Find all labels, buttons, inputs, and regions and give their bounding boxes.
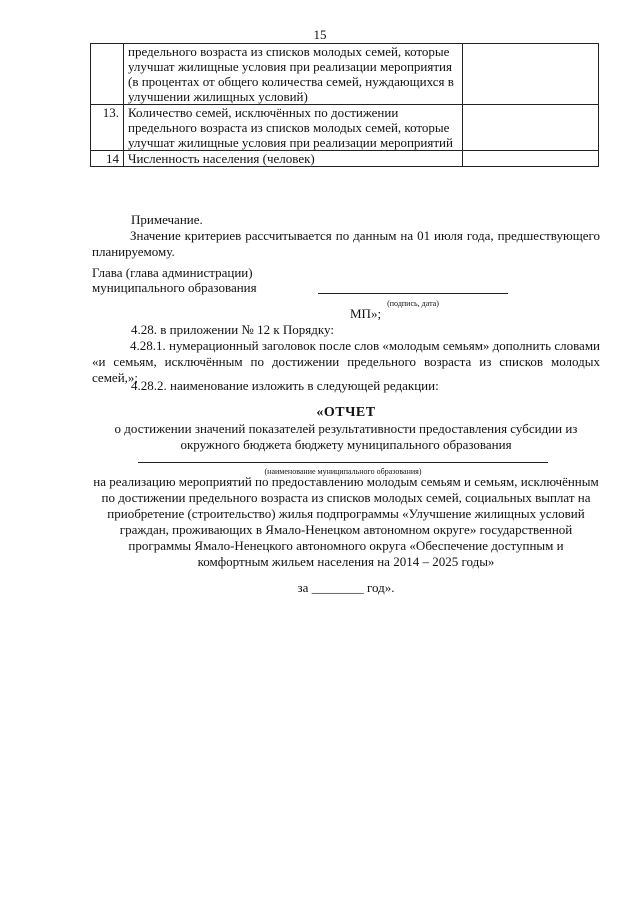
row-number: 14 xyxy=(91,151,124,167)
municipality-line xyxy=(138,462,548,463)
row-value xyxy=(463,151,599,167)
row-text: Количество семей, исключённых по достижении предельного возраста из списков молодых семей, которые улучшат жилищные условия при реализации мероприятий xyxy=(124,105,463,151)
row-value xyxy=(463,44,599,105)
table-row xyxy=(91,151,599,167)
row-number xyxy=(91,44,124,105)
row-number: 13. xyxy=(91,105,124,151)
signature-title-line2: муниципального образования xyxy=(92,280,257,295)
criteria-table xyxy=(90,43,599,167)
note-heading: Примечание. xyxy=(131,212,203,227)
report-title: «ОТЧЕТ xyxy=(316,405,376,420)
report-body: на реализацию мероприятий по предоставлению молодым семьям и семьям, исключённым по достижении предельного возраста из списков молодых семей, социальных выплат на приобретение (строительство) жилья подпрограммы «Улучшение жилищных условий граждан, проживающих в Ямало-Ненецком автономном округе» государственной программы Ямало-Ненецкого автономного округа «Обеспечение доступным и комфортным жильем населения на 2014 – 2025 годы» xyxy=(93,474,599,569)
row-text: предельного возраста из списков молодых семей, которые улучшат жилищные условия при реализации мероприятия (в процентах от общего количества семей, нуждающихся в улучшении жилищных условий) xyxy=(124,44,463,105)
note-text: Значение критериев рассчитывается по данным на 01 июля года, предшествующего планируемому. xyxy=(92,228,600,259)
report-period: за ________ год». xyxy=(297,580,395,595)
row-value xyxy=(463,105,599,151)
row-text: Численность населения (человек) xyxy=(124,151,463,167)
amendment-4-28-1: 4.28.1. нумерационный заголовок после слов «молодым семьям» дополнить словами «и семьям, исключённым по достижении предельного возраста из списков молодых семей,»; xyxy=(92,338,601,385)
stamp-placeholder: МП»; xyxy=(350,306,382,321)
table-row xyxy=(91,44,599,105)
amendment-4-28: 4.28. в приложении № 12 к Порядку: xyxy=(131,322,334,337)
page-number: 15 xyxy=(313,27,327,42)
signature-line xyxy=(318,293,508,294)
municipality-caption: (наименование муниципального образования) xyxy=(264,467,422,476)
signature-title-line1: Глава (глава администрации) xyxy=(92,265,253,280)
report-subtitle: о достижении значений показателей результативности предоставления субсидии из окружного бюджета бюджету муниципального образования xyxy=(114,421,578,452)
amendment-4-28-2: 4.28.2. наименование изложить в следующей редакции: xyxy=(131,378,439,393)
signature-caption: (подпись, дата) xyxy=(387,299,439,308)
table-row xyxy=(91,105,599,151)
